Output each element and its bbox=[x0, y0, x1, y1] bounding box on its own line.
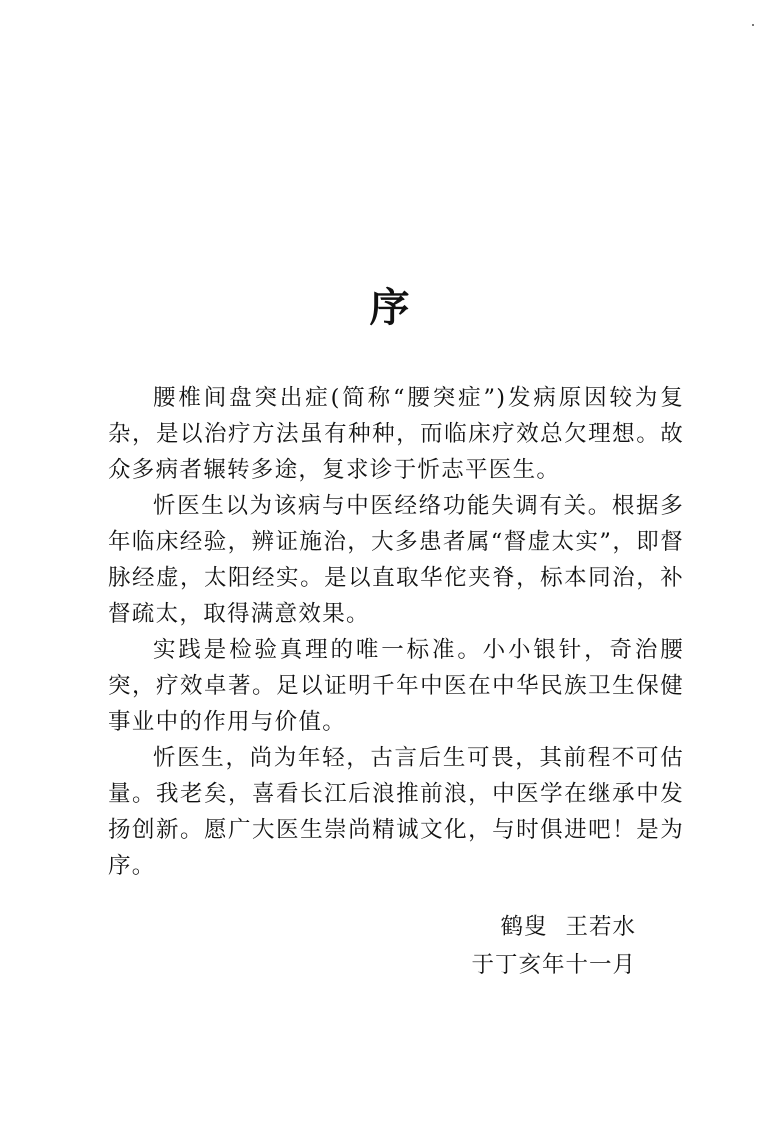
scan-speck bbox=[752, 24, 754, 26]
paragraph-2: 忻医生以为该病与中医经络功能失调有关。根据多年临床经验，辨证施治，大多患者属“督虚太实”，即督脉经虚，太阳经实。是以直取华佗夹脊，标本同治，补督疏太，取得满意效果。 bbox=[108, 493, 684, 627]
paragraph-4: 忻医生，尚为年轻，古言后生可畏，其前程不可估量。我老矣，喜看长江后浪推前浪，中医学在继承中发扬创新。愿广大医生崇尚精诚文化，与时俱进吧！是为序。 bbox=[108, 745, 684, 879]
signature-author: 王若水 bbox=[565, 914, 636, 940]
paragraph-3: 实践是检验真理的唯一标准。小小银针，奇治腰突，疗效卓著。足以证明千年中医在中华民族卫生保健事业中的作用与价值。 bbox=[108, 637, 684, 735]
signature-block bbox=[450, 908, 636, 984]
paragraph-1: 腰椎间盘突出症(简称“腰突症”)发病原因较为复杂，是以治疗方法虽有种种，而临床疗效总欠理想。故众多病者辗转多途，复求诊于忻志平医生。 bbox=[108, 385, 684, 483]
preface-title: 序 bbox=[369, 285, 410, 331]
preface-body bbox=[108, 380, 684, 884]
signature-date: 于丁亥年十一月 bbox=[471, 952, 636, 978]
signature-pen-name: 鹤叟 bbox=[500, 914, 548, 940]
signature-name-line bbox=[450, 908, 636, 946]
